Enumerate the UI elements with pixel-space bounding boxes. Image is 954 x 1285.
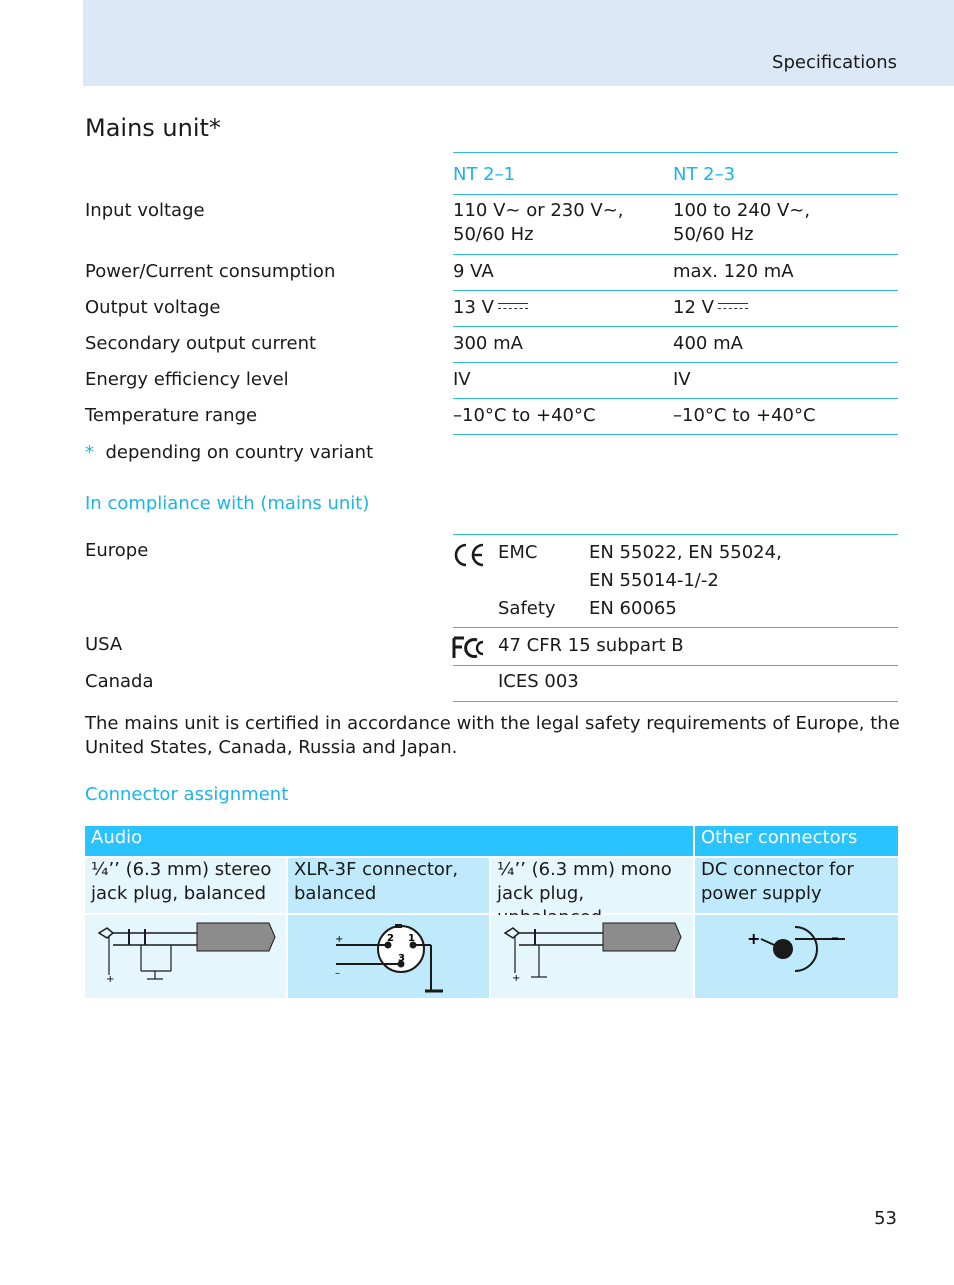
input-voltage-nt21-line1: 110 V~ or 230 V~, xyxy=(453,200,624,221)
xlr-cell xyxy=(288,915,489,998)
power-consumption-nt23: max. 120 mA xyxy=(673,261,794,282)
xlr-plus-label: + xyxy=(335,934,344,945)
connector-xlr-text xyxy=(288,858,489,913)
header-audio: Audio xyxy=(85,826,693,856)
dc-minus-label: – xyxy=(831,928,839,947)
mono-jack-line2: jack plug, xyxy=(497,883,585,904)
connector-stereo-jack-text xyxy=(85,858,286,913)
ce-mark-icon xyxy=(452,542,486,568)
dc-symbol-icon xyxy=(498,303,528,311)
row-label-power-consumption: Power/Current consumption xyxy=(85,261,336,282)
xlr-pin1-label: 1 xyxy=(408,933,415,944)
stereo-jack-line1: ¼’’ (6.3 mm) stereo xyxy=(91,859,272,880)
fcc-mark-icon xyxy=(452,636,486,660)
xlr-minus-label: – xyxy=(335,968,340,979)
xlr-line1: XLR-3F connector, xyxy=(294,859,459,880)
page-title: Mains unit* xyxy=(85,114,221,142)
canada-value: ICES 003 xyxy=(498,671,579,692)
temperature-nt21: –10°C to +40°C xyxy=(453,405,596,426)
column-header-nt23: NT 2–3 xyxy=(673,164,736,185)
dc-polarity-diagram-icon xyxy=(695,915,898,998)
secondary-current-nt23: 400 mA xyxy=(673,333,743,354)
mono-plus-label: + xyxy=(512,973,521,984)
dc-symbol-icon xyxy=(718,303,748,311)
row-label-temperature: Temperature range xyxy=(85,405,258,426)
safety-label: Safety xyxy=(498,598,556,619)
stereo-jack-cell xyxy=(85,915,286,998)
mono-jack-line1: ¼’’ (6.3 mm) mono xyxy=(497,859,672,880)
connector-dc-text xyxy=(695,858,898,913)
energy-efficiency-nt23: IV xyxy=(673,369,691,390)
power-consumption-nt21: 9 VA xyxy=(453,261,494,282)
xlr-line2: balanced xyxy=(294,883,377,904)
emc-value-line1: EN 55022, EN 55024, xyxy=(589,542,782,563)
dc-line1: DC connector for xyxy=(701,859,854,880)
emc-value-line2: EN 55014-1/-2 xyxy=(589,570,719,591)
stereo-jack-diagram-icon xyxy=(85,915,286,998)
output-voltage-nt23-cell xyxy=(673,296,748,320)
footnote-text: depending on country variant xyxy=(105,442,374,463)
mono-jack-diagram-icon xyxy=(491,915,693,998)
connector-table xyxy=(85,826,898,998)
footnote xyxy=(85,441,373,465)
input-voltage-nt21-line2: 50/60 Hz xyxy=(453,224,534,245)
mono-jack-cell xyxy=(491,915,693,998)
temperature-nt23: –10°C to +40°C xyxy=(673,405,816,426)
dc-line2: power supply xyxy=(701,883,822,904)
xlr-connector-diagram-icon xyxy=(288,915,489,998)
header-band xyxy=(83,0,954,86)
emc-label: EMC xyxy=(498,542,538,563)
xlr-pin3-label: 3 xyxy=(398,953,405,964)
column-header-nt21: NT 2–1 xyxy=(453,164,516,185)
page-number: 53 xyxy=(874,1208,897,1229)
dc-cell xyxy=(695,915,898,998)
energy-efficiency-nt21: IV xyxy=(453,369,471,390)
header-other-connectors: Other connectors xyxy=(695,826,898,856)
secondary-current-nt21: 300 mA xyxy=(453,333,523,354)
compliance-usa-label: USA xyxy=(85,634,123,655)
compliance-europe-label: Europe xyxy=(85,540,149,561)
output-voltage-nt21: 13 V xyxy=(453,297,494,318)
dc-plus-label: + xyxy=(747,929,761,948)
output-voltage-nt21-cell xyxy=(453,296,528,320)
row-label-energy-efficiency: Energy efficiency level xyxy=(85,369,289,390)
row-label-input-voltage: Input voltage xyxy=(85,200,205,221)
section-label: Specifications xyxy=(772,52,897,73)
row-label-output-voltage: Output voltage xyxy=(85,297,221,318)
xlr-pin2-label: 2 xyxy=(387,933,394,944)
safety-value: EN 60065 xyxy=(589,598,677,619)
connector-mono-jack-text xyxy=(491,858,693,913)
certification-paragraph: The mains unit is certified in accordance with the legal safety requirements of Europe, the United States, Canada, Russia and Japan. xyxy=(85,713,900,758)
compliance-heading: In compliance with (mains unit) xyxy=(85,493,370,514)
compliance-canada-label: Canada xyxy=(85,671,154,692)
input-voltage-nt23-line2: 50/60 Hz xyxy=(673,224,754,245)
footnote-marker: * xyxy=(85,442,94,463)
output-voltage-nt23: 12 V xyxy=(673,297,714,318)
input-voltage-nt23-line1: 100 to 240 V~, xyxy=(673,200,811,221)
connector-heading: Connector assignment xyxy=(85,784,289,805)
row-label-secondary-current: Secondary output current xyxy=(85,333,317,354)
stereo-plus-label: + xyxy=(106,974,115,985)
stereo-jack-line2: jack plug, balanced xyxy=(91,883,267,904)
usa-value: 47 CFR 15 subpart B xyxy=(498,635,684,656)
